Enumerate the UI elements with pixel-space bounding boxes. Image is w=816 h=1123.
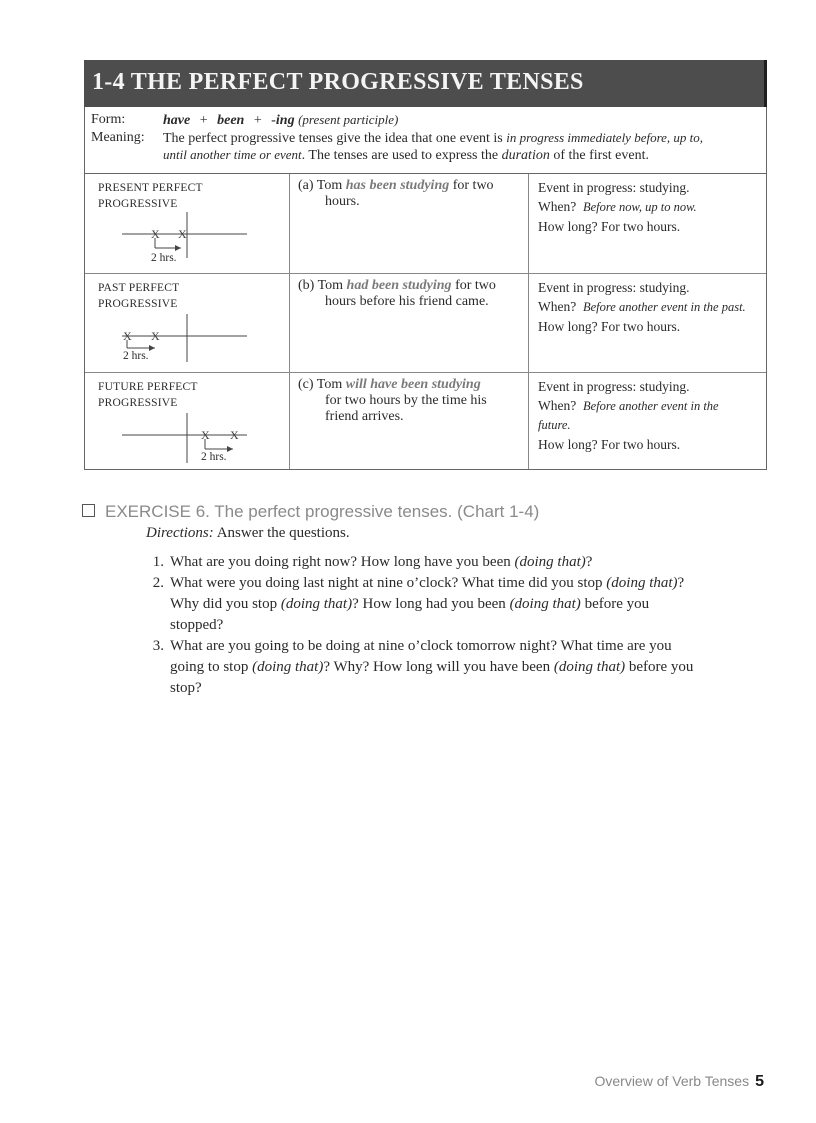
timeline-label: 2 hrs. — [123, 350, 149, 362]
svg-text:X: X — [151, 227, 160, 241]
example-cell — [290, 274, 529, 372]
meaning-line-2: until another time or event. The tenses are used to express the duration of the first event. — [163, 147, 649, 163]
meaning-label: Meaning: — [91, 130, 145, 145]
example-cell — [290, 373, 529, 469]
table-row — [85, 174, 766, 274]
exercise-heading — [82, 502, 539, 522]
form-row — [91, 111, 399, 128]
form-formula: have + been + -ing (present participle) — [163, 112, 399, 128]
timeline-present-perfect-progressive — [85, 174, 289, 273]
meaning-row — [91, 129, 704, 163]
table-row — [85, 274, 766, 373]
tense-cell — [85, 174, 290, 273]
timeline-label: 2 hrs. — [201, 451, 227, 463]
exercise-title: EXERCISE 6. The perfect progressive tenses. (Chart 1-4) — [105, 502, 540, 521]
timeline-label: 2 hrs. — [151, 252, 177, 264]
footer-section-title: Overview of Verb Tenses — [594, 1073, 750, 1089]
tense-cell — [85, 274, 290, 372]
chart-banner — [84, 60, 767, 107]
tense-name: PRESENT PERFECT PROGRESSIVE — [98, 182, 203, 210]
page-footer — [594, 1073, 764, 1091]
svg-text:X: X — [123, 329, 132, 343]
tense-name: FUTURE PERFECT PROGRESSIVE — [98, 381, 198, 409]
timeline-future-perfect-progressive — [85, 373, 289, 469]
example-sentence: (c) Tom will have been studying for two hours by the time his friend arrives. — [298, 377, 487, 424]
meaning-line-1: The perfect progressive tenses give the idea that one event is in progress immediately before, up to, — [163, 130, 704, 146]
chart-intro — [84, 107, 767, 173]
svg-text:X: X — [230, 428, 239, 442]
table-row — [85, 373, 766, 469]
timeline-past-perfect-progressive — [85, 274, 289, 372]
svg-text:X: X — [201, 428, 210, 442]
svg-text:X: X — [178, 227, 187, 241]
tense-name: PAST PERFECT PROGRESSIVE — [98, 282, 180, 310]
form-label: Form: — [91, 112, 126, 127]
page-number: 5 — [755, 1073, 764, 1090]
explanation-cell — [529, 174, 766, 273]
question-list — [146, 552, 693, 699]
svg-text:X: X — [151, 329, 160, 343]
example-sentence: (a) Tom has been studying for two hours. — [298, 178, 494, 209]
chart-title: 1-4 THE PERFECT PROGRESSIVE TENSES — [92, 69, 584, 95]
exercise-directions: Directions: Answer the questions. — [146, 525, 350, 541]
list-item: 1. What are you doing right now? How long have you been (doing that)? — [152, 554, 593, 570]
explanation-cell — [529, 373, 766, 469]
list-item: 3. What are you going to be doing at nine o’clock tomorrow night? What time are you going to stop (doing that)? Why? How long will you have been (doing that) before you stop? — [152, 638, 694, 696]
explanation: Event in progress: studying. When? Before another event in the future. How long? For two hours. — [538, 379, 719, 452]
exercise-checkbox[interactable] — [82, 504, 95, 517]
explanation-cell — [529, 274, 766, 372]
explanation: Event in progress: studying. When? Before now, up to now. How long? For two hours. — [538, 180, 697, 234]
tense-cell — [85, 373, 290, 469]
chart-table — [84, 173, 767, 470]
grammar-chart — [84, 60, 767, 470]
example-cell — [290, 174, 529, 273]
explanation: Event in progress: studying. When? Before another event in the past. How long? For two hours. — [538, 280, 746, 334]
list-item: 2. What were you doing last night at nine o’clock? What time did you stop (doing that)? Why did you stop (doing that)? How long had you been (doing that) before you stopped? — [152, 575, 685, 633]
example-sentence: (b) Tom had been studying for two hours before his friend came. — [298, 278, 496, 309]
